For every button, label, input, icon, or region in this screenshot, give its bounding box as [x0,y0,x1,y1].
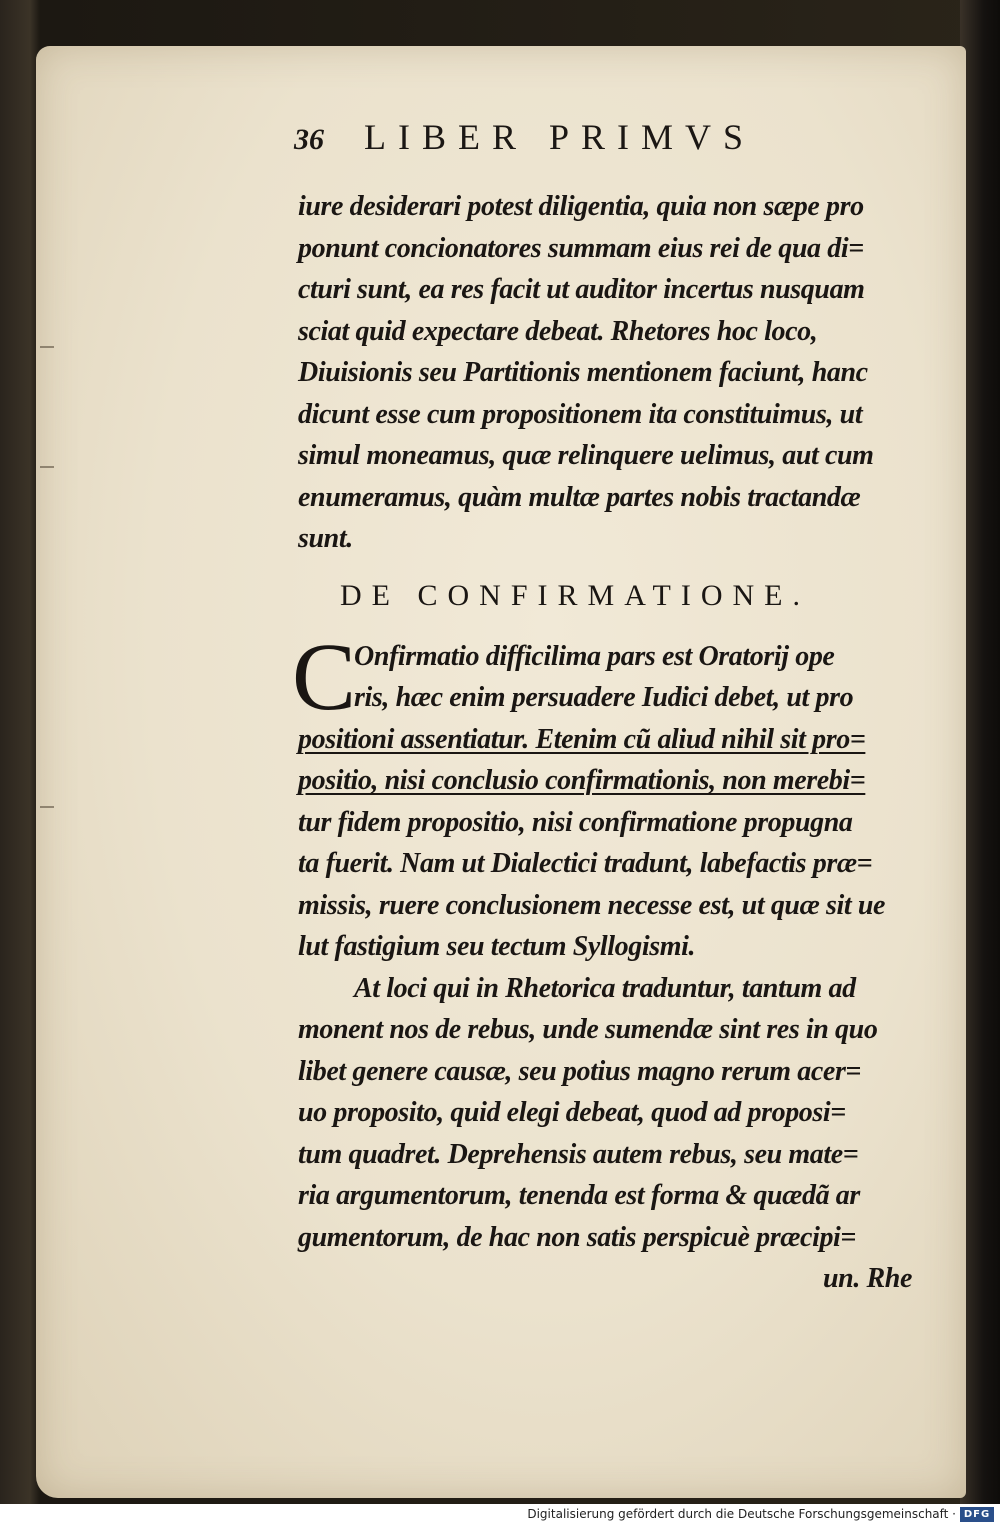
text-line: libet genere causæ, seu potius magno rerum acer= [298,1055,861,1087]
text-line: gumentorum, de hac non satis perspicuè præcipi= [298,1221,856,1253]
drop-cap: C [292,622,357,730]
main-text [292,186,918,1300]
text-line: simul moneamus, quæ relinquere uelimus, aut cum [298,440,874,471]
text-line-underlined: positioni assentiatur. Etenim cũ aliud nihil sit pro= [298,723,866,755]
text-line: Diuisionis seu Partitionis mentionem faciunt, hanc [298,357,868,388]
text-line: Onfirmatio difficilima pars est Oratorij ope [354,640,835,672]
text-line: ta fuerit. Nam ut Dialectici tradunt, labefactis præ= [298,848,873,879]
text-line: lut fastigium seu tectum Syllogismi. [298,931,696,962]
text-line: iure desiderari potest diligentia, quia non sæpe pro [298,191,864,222]
text-line: missis, ruere conclusionem necesse est, ut quæ sit ue [298,889,886,921]
text-line: At loci qui in Rhetorica traduntur, tantum ad [354,972,856,1004]
text-line: sunt. [298,523,353,554]
paragraph-2 [292,622,918,968]
text-line: tur fidem propositio, nisi confirmatione propugna [298,806,853,838]
funding-credit: Digitalisierung gefördert durch die Deutsche Forschungsgemeinschaft · [527,1507,956,1521]
text-line: enumeramus, quàm multæ partes nobis tractandæ [298,481,861,513]
text-line-underlined: positio, nisi conclusio confirmationis, non merebi= [298,765,866,796]
text-line: cturi sunt, ea res facit ut auditor incertus nusquam [298,274,865,305]
page-header [294,116,854,160]
running-head: LIBER PRIMVS [364,117,756,157]
book-page [36,46,966,1498]
margin-mark [40,806,54,808]
dfg-logo-icon: DFG [960,1507,994,1522]
book-edge-shadow [960,0,1000,1504]
paragraph-3 [298,968,918,1300]
section-heading: DE CONFIRMATIONE. [340,578,810,612]
margin-mark [40,466,54,468]
paragraph-1 [298,186,918,560]
text-line: ris, hæc enim persuadere Iudici debet, ut pro [354,682,854,713]
text-line: ponunt concionatores summam eius rei de qua di= [298,232,864,264]
text-line: ria argumentorum, tenenda est forma & quædã ar [298,1180,860,1211]
text-line: tum quadret. Deprehensis autem rebus, seu mate= [298,1138,859,1170]
text-line: uo proposito, quid elegi debeat, quod ad proposi= [298,1097,846,1128]
margin-mark [40,346,54,348]
catchword-line: un. Rhe [822,1263,912,1294]
page-number: 36 [294,123,324,156]
text-line: sciat quid expectare debeat. Rhetores hoc loco, [298,315,818,347]
text-line: dicunt esse cum propositionem ita constituimus, ut [298,398,863,430]
text-line: monent nos de rebus, unde sumendæ sint res in quo [298,1014,878,1045]
digitization-footer [0,1504,1000,1526]
